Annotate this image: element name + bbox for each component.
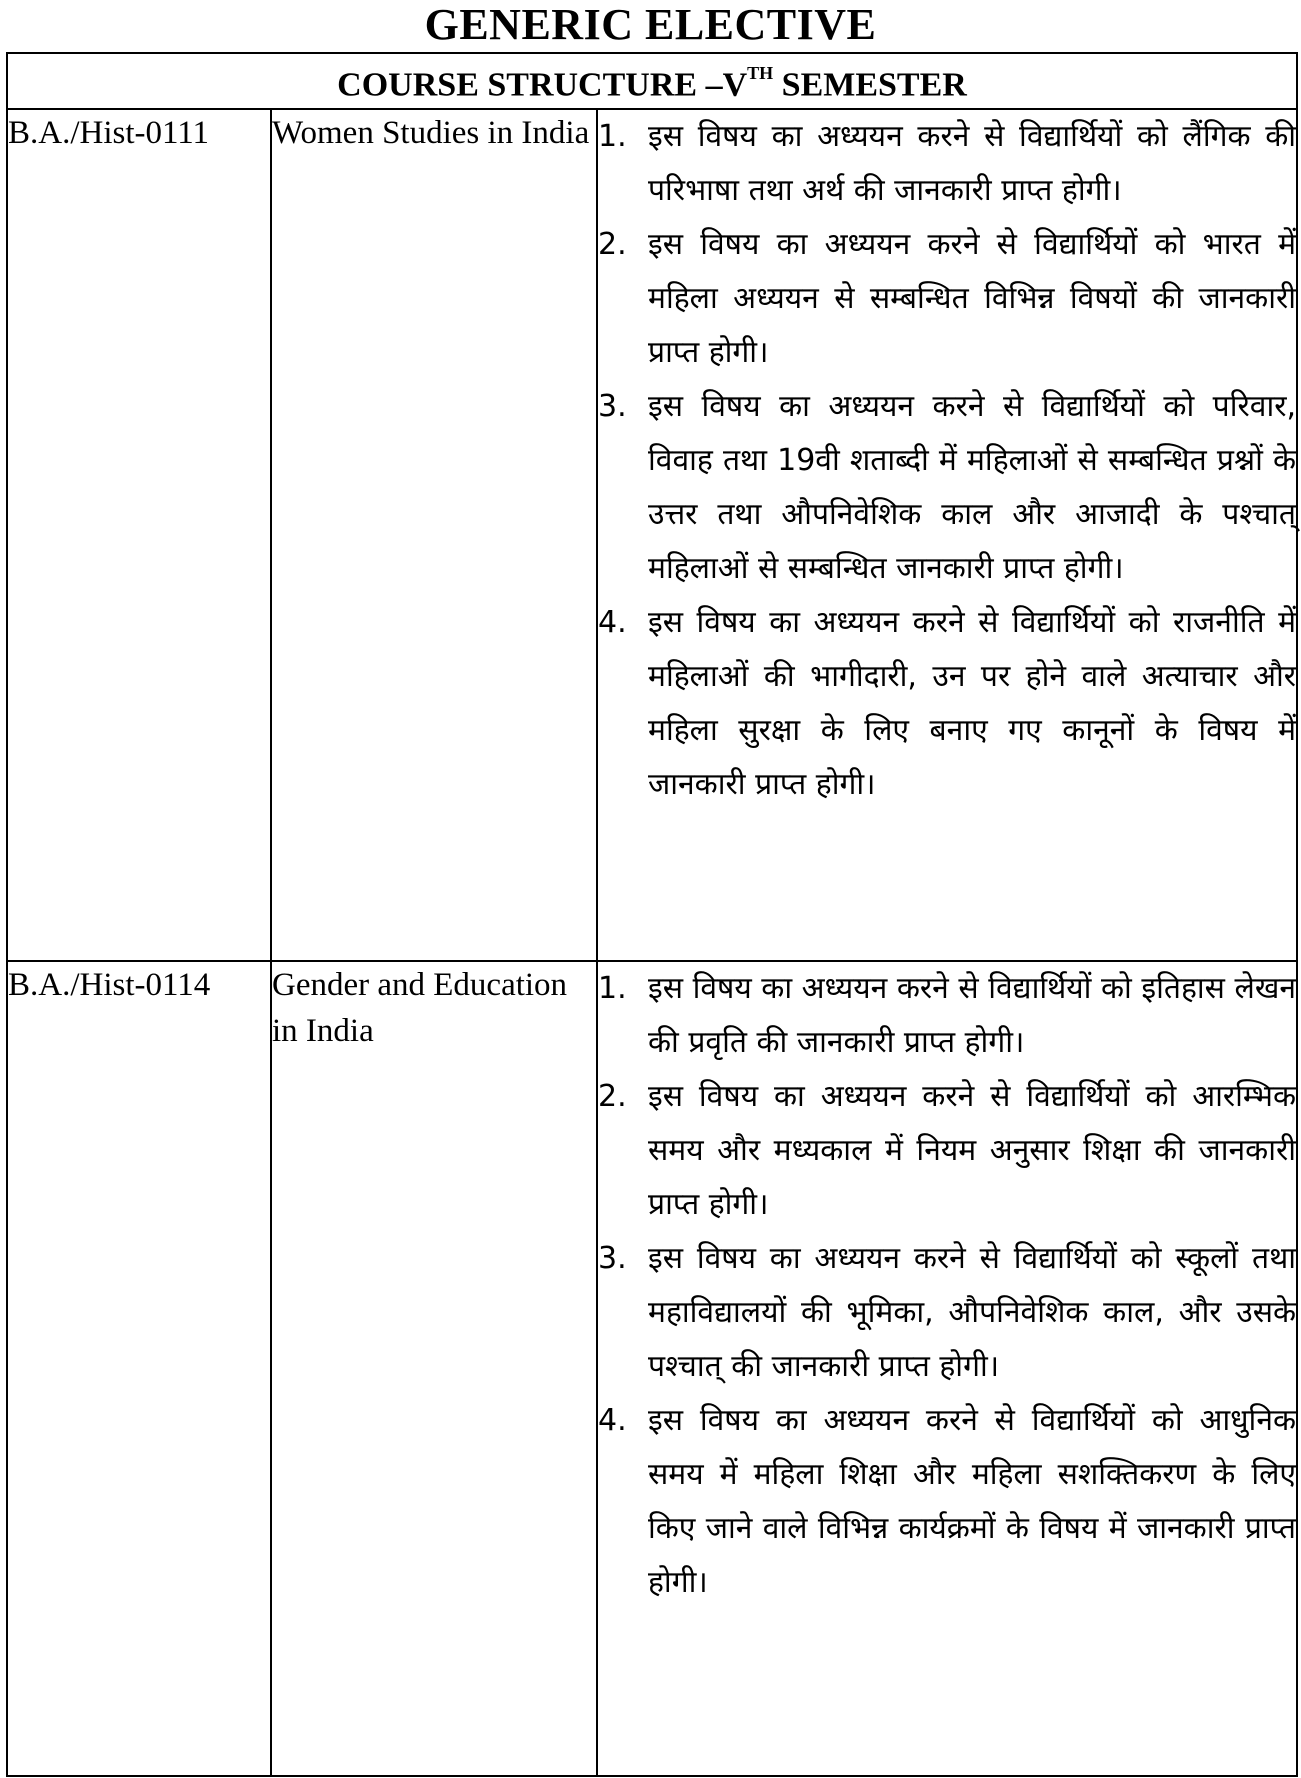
list-item	[598, 1232, 1296, 1394]
course-code: B.A./Hist-0111	[7, 109, 271, 961]
item-number: 4.	[598, 605, 627, 641]
list-item	[598, 596, 1296, 812]
item-text: इस विषय का अध्ययन करने से विद्यार्थियों को भारत में महिला अध्ययन से सम्बन्धित विभिन्न विषयों की जानकारी प्राप्त होगी।	[648, 227, 1297, 371]
list-item	[598, 218, 1296, 380]
item-text: इस विषय का अध्ययन करने से विद्यार्थियों को स्कूलों तथा महाविद्यालयों की भूमिका, औपनिवेशिक काल, और उसके पश्चात् की जानकारी प्राप्त होगी।	[648, 1241, 1297, 1385]
heading-prefix: COURSE STRUCTURE –V	[337, 66, 748, 104]
table-heading	[7, 53, 1297, 109]
list-item	[598, 1394, 1296, 1610]
course-outcomes	[597, 109, 1297, 961]
item-text: इस विषय का अध्ययन करने से विद्यार्थियों को इतिहास लेखन की प्रवृति की जानकारी प्राप्त होगी।	[648, 971, 1297, 1061]
item-text: इस विषय का अध्ययन करने से विद्यार्थियों को आरम्भिक समय और मध्यकाल में नियम अनुसार शिक्षा की जानकारी प्राप्त होगी।	[648, 1079, 1297, 1223]
course-title: Women Studies in India	[271, 109, 597, 961]
table-row	[7, 961, 1297, 1776]
outcome-list	[598, 962, 1296, 1610]
item-number: 3.	[598, 1241, 627, 1277]
heading-suffix: SEMESTER	[773, 66, 967, 104]
item-number: 1.	[598, 971, 627, 1007]
item-text: इस विषय का अध्ययन करने से विद्यार्थियों को राजनीति में महिलाओं की भागीदारी, उन पर होने वाले अत्याचार और महिला सुरक्षा के लिए बनाए गए कानूनों के विषय में जानकारी प्राप्त होगी।	[648, 605, 1297, 803]
item-text: इस विषय का अध्ययन करने से विद्यार्थियों को परिवार, विवाह तथा 19वी शताब्दी में महिलाओं से सम्बन्धित प्रश्नों के उत्तर तथा औपनिवेशिक काल और आजादी के पश्चात् महिलाओं से सम्बन्धित जानकारी प्राप्त होगी।	[648, 389, 1297, 587]
item-number: 4.	[598, 1403, 627, 1439]
item-number: 2.	[598, 227, 627, 263]
item-text: इस विषय का अध्ययन करने से विद्यार्थियों को लैंगिक की परिभाषा तथा अर्थ की जानकारी प्राप्त होगी।	[648, 119, 1297, 209]
outcome-list	[598, 110, 1296, 812]
course-code: B.A./Hist-0114	[7, 961, 271, 1776]
list-item	[598, 962, 1296, 1070]
list-item	[598, 380, 1296, 596]
item-number: 2.	[598, 1079, 627, 1115]
item-text: इस विषय का अध्ययन करने से विद्यार्थियों को आधुनिक समय में महिला शिक्षा और महिला सशक्तिकरण के लिए किए जाने वाले विभिन्न कार्यक्रमों के विषय में जानकारी प्राप्त होगी।	[648, 1403, 1297, 1601]
item-number: 3.	[598, 389, 627, 425]
course-outcomes	[597, 961, 1297, 1776]
course-title: Gender and Education in India	[271, 961, 597, 1776]
heading-superscript: TH	[747, 63, 774, 83]
table-row	[7, 109, 1297, 961]
course-structure-table	[6, 52, 1298, 1777]
list-item	[598, 110, 1296, 218]
document-title: GENERIC ELECTIVE	[424, 0, 877, 49]
list-item	[598, 1070, 1296, 1232]
item-number: 1.	[598, 119, 627, 155]
table-heading-row	[7, 53, 1297, 109]
